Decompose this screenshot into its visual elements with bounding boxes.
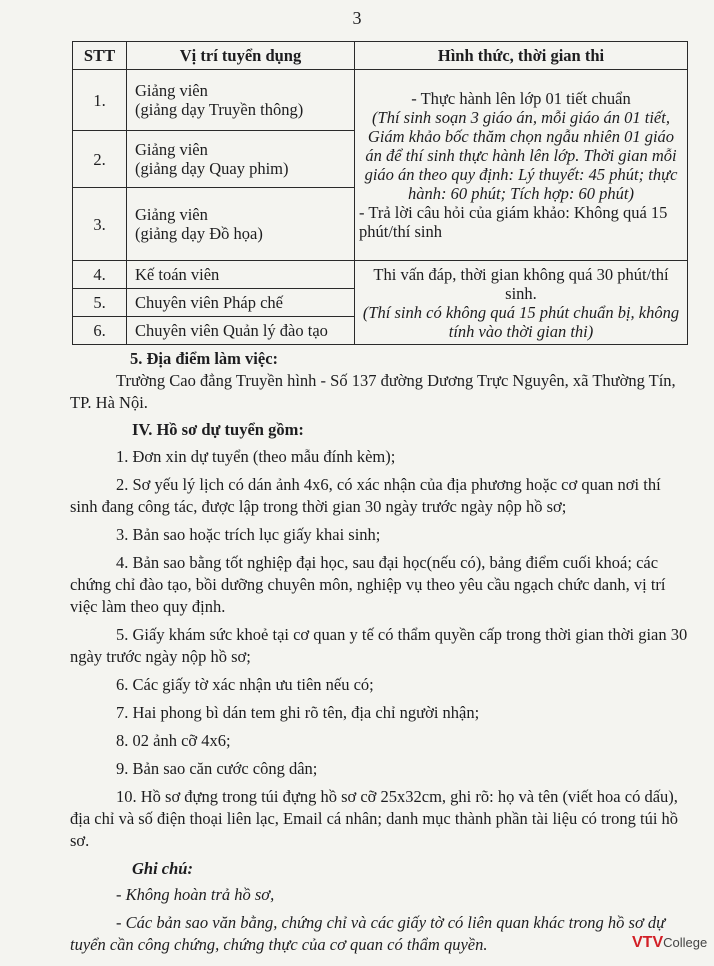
exam-questions-line: - Trả lời câu hỏi của giám khảo: Không quá 15 phút/thí sinh	[359, 203, 668, 241]
application-item-8: 8. 02 ảnh cỡ 4x6;	[116, 731, 231, 750]
header-stt: STT	[73, 42, 127, 70]
application-item-6: 6. Các giấy tờ xác nhận ưu tiên nếu có;	[116, 675, 374, 694]
table-row	[73, 70, 688, 131]
position-title: Giảng viên	[135, 140, 208, 159]
position-subtitle: (giảng dạy Quay phim)	[135, 159, 289, 178]
application-heading: IV. Hồ sơ dự tuyển gồm:	[132, 420, 304, 439]
recruitment-table	[72, 41, 688, 345]
application-item-7: 7. Hai phong bì dán tem ghi rõ tên, địa chỉ người nhận;	[116, 703, 480, 722]
row-position: Chuyên viên Quản lý đào tạo	[127, 317, 355, 345]
application-section	[70, 419, 691, 962]
header-exam: Hình thức, thời gian thi	[355, 42, 688, 70]
row-position	[127, 131, 355, 188]
exam-practice-note: (Thí sinh soạn 3 giáo án, mỗi giáo án 01 tiết, Giám khảo bốc thăm chọn ngẫu nhiên 01 giáo án để thí sinh thực hành lên lớp. Thời gian mỗi giáo án theo quy định: Lý thuyết: 45 phút; thực hành: 60 phút; Tích hợp: 60 phút)	[364, 108, 678, 203]
row-stt: 4.	[73, 261, 127, 289]
application-item-5: 5. Giấy khám sức khoẻ tại cơ quan y tế có thẩm quyền cấp trong thời gian thời gian 30 ngày trước ngày nộp hồ sơ;	[70, 625, 688, 666]
logo-suffix: College	[663, 935, 708, 950]
application-item-9: 9. Bản sao căn cước công dân;	[116, 759, 318, 778]
row-position	[127, 70, 355, 131]
notes-heading: Ghi chú:	[132, 859, 193, 878]
row-position: Chuyên viên Pháp chế	[127, 289, 355, 317]
application-item-1: 1. Đơn xin dự tuyển (theo mẫu đính kèm);	[116, 447, 396, 466]
position-subtitle: (giảng dạy Đồ họa)	[135, 224, 263, 243]
position-title: Giảng viên	[135, 81, 208, 100]
position-title: Giảng viên	[135, 205, 208, 224]
page-number: 3	[352, 8, 362, 28]
row-position	[127, 188, 355, 261]
row-stt: 1.	[73, 70, 127, 131]
workplace-heading: 5. Địa điểm làm việc:	[130, 349, 279, 368]
row-stt: 5.	[73, 289, 127, 317]
row-position: Kế toán viên	[127, 261, 355, 289]
header-position: Vị trí tuyển dụng	[127, 42, 355, 70]
workplace-section	[70, 348, 691, 414]
application-item-2: 2. Sơ yếu lý lịch có dán ảnh 4x6, có xác nhận của địa phương hoặc cơ quan nơi thí sinh đang công tác, được lập trong thời gian 30 ngày trước ngày nộp hồ sơ;	[70, 475, 661, 516]
application-item-4: 4. Bản sao bằng tốt nghiệp đại học, sau đại học(nếu có), bảng điểm cuối khoá; các chứng chỉ đào tạo, bồi dưỡng chuyên môn, nghiệp vụ theo yêu cầu ngạch chức danh, vị trí việc làm theo quy định.	[70, 553, 666, 616]
vtv-college-logo	[632, 934, 707, 952]
row-stt: 2.	[73, 131, 127, 188]
logo-brand: VTV	[632, 934, 664, 951]
workplace-address: Trường Cao đẳng Truyền hình - Số 137 đường Dương Trực Nguyên, xã Thường Tín, TP. Hà Nội.	[70, 371, 676, 412]
exam-oral-note: (Thí sinh có không quá 15 phút chuẩn bị, không tính vào thời gian thi)	[362, 302, 680, 341]
table-header-row	[73, 42, 688, 70]
exam-oral-line: Thi vấn đáp, thời gian không quá 30 phút/thí sinh.	[373, 264, 669, 303]
row-stt: 3.	[73, 188, 127, 261]
position-subtitle: (giảng dạy Truyền thông)	[135, 100, 304, 119]
application-item-3: 3. Bản sao hoặc trích lục giấy khai sinh;	[116, 525, 381, 544]
row-stt: 6.	[73, 317, 127, 345]
exam-practice-line: - Thực hành lên lớp 01 tiết chuẩn	[411, 89, 631, 108]
table-row	[73, 261, 688, 289]
note-item-2: - Các bản sao văn bằng, chứng chỉ và các giấy tờ có liên quan khác trong hồ sơ dự tuyển cần công chứng, chứng thực của cơ quan có thẩm quyền.	[70, 913, 666, 954]
exam-format-oral	[355, 261, 688, 345]
note-item-1: - Không hoàn trả hồ sơ,	[116, 885, 275, 904]
application-item-10: 10. Hồ sơ đựng trong túi đựng hồ sơ cỡ 25x32cm, ghi rõ: họ và tên (viết hoa có dấu), địa chỉ và số điện thoại liên lạc, Email cá nhân; danh mục thành phần tài liệu có trong túi hồ sơ.	[70, 787, 679, 850]
exam-format-teaching	[355, 70, 688, 261]
